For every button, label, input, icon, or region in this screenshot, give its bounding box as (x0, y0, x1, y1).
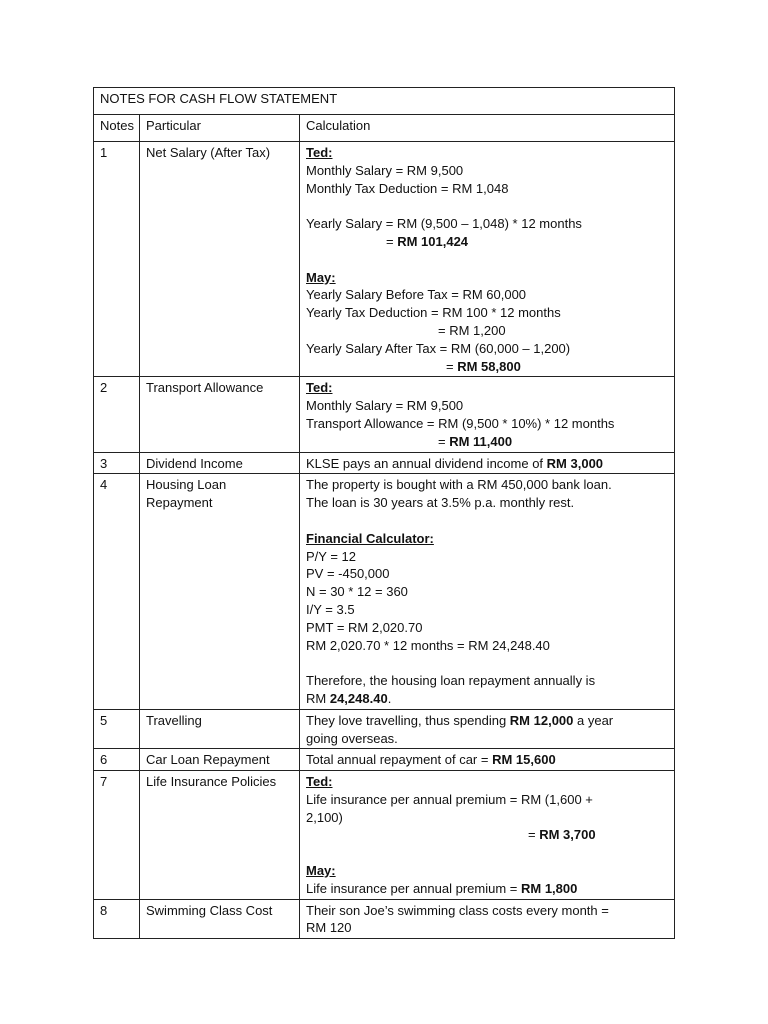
particular: Swimming Class Cost (140, 899, 300, 939)
period: . (387, 690, 392, 706)
calc-line: Their son Joe’s swimming class costs every month = (306, 902, 609, 918)
calc-result (306, 433, 669, 451)
calc-line: Monthly Salary = RM 9,500 (306, 162, 464, 178)
calculation (300, 142, 675, 377)
calc-line (306, 751, 669, 769)
cash-flow-notes-table (93, 87, 675, 939)
calc-line (306, 455, 669, 473)
calc-text: Total annual repayment of car = (306, 752, 493, 768)
calculation (300, 709, 675, 749)
blank-line (306, 654, 669, 672)
equals: = (446, 358, 458, 374)
calc-line: RM 2,020.70 * 12 months = RM 24,248.40 (306, 637, 550, 653)
table-row (94, 377, 675, 452)
calculation (300, 452, 675, 474)
person-label: Ted: (306, 145, 333, 160)
calc-text: KLSE pays an annual dividend income of (306, 455, 547, 471)
calc-line: Transport Allowance = RM (9,500 * 10%) * 12 months (306, 415, 615, 431)
calc-line: Yearly Salary Before Tax = RM 60,000 (306, 287, 527, 303)
calc-line: 2,100) (306, 809, 343, 825)
note-number: 2 (94, 377, 140, 452)
table-row (94, 474, 675, 709)
blank-line (306, 197, 669, 215)
note-number: 1 (94, 142, 140, 377)
calc-line (306, 880, 669, 898)
result-amount: RM 15,600 (492, 752, 556, 768)
calc-line: The loan is 30 years at 3.5% p.a. monthly rest. (306, 495, 575, 511)
calc-result (306, 690, 669, 708)
note-number: 5 (94, 709, 140, 749)
calculation (300, 899, 675, 939)
calc-text: a year (573, 712, 614, 728)
calc-line: = RM 1,200 (438, 322, 506, 338)
particular: Housing Loan Repayment (140, 474, 300, 709)
blank-line (306, 844, 669, 862)
note-number: 3 (94, 452, 140, 474)
blank-line (306, 512, 669, 530)
table-row (94, 452, 675, 474)
result-amount: RM 11,400 (449, 433, 513, 449)
equals: = (438, 433, 450, 449)
calc-line: Therefore, the housing loan repayment annually is (306, 673, 596, 689)
result-amount: RM 101,424 (397, 233, 469, 249)
result-amount: RM 3,700 (539, 827, 596, 843)
calc-result (306, 826, 669, 844)
result-amount: 24,248.40 (329, 690, 388, 706)
particular: Car Loan Repayment (140, 749, 300, 771)
person-label: Ted: (306, 380, 333, 396)
calc-line: P/Y = 12 (306, 548, 356, 564)
calc-line: Yearly Salary After Tax = RM (60,000 – 1,200) (306, 340, 571, 356)
calc-text: They love travelling, thus spending (306, 712, 510, 728)
result-amount: RM 12,000 (509, 712, 574, 728)
currency: RM (306, 690, 330, 706)
table-title-row (94, 88, 675, 115)
calc-line: Yearly Salary = RM (9,500 – 1,048) * 12 months (306, 216, 582, 232)
calculation (300, 377, 675, 452)
calc-line: RM 120 (306, 920, 352, 936)
result-amount: RM 3,000 (546, 455, 604, 471)
header-notes: Notes (94, 115, 140, 142)
equals: = (386, 233, 398, 249)
calc-line (306, 712, 669, 730)
result-amount: RM 1,800 (520, 880, 578, 896)
person-label: Ted: (306, 774, 333, 790)
blank-line (306, 251, 669, 269)
calc-line: Life insurance per annual premium = RM (1,600 + (306, 791, 593, 807)
header-calculation: Calculation (300, 115, 675, 142)
calc-line: N = 30 * 12 = 360 (306, 584, 408, 600)
table-row (94, 142, 675, 377)
table-title: NOTES FOR CASH FLOW STATEMENT (94, 88, 675, 115)
particular: Life Insurance Policies (140, 771, 300, 900)
particular: Transport Allowance (140, 377, 300, 452)
table-row (94, 749, 675, 771)
calc-line: Monthly Salary = RM 9,500 (306, 398, 464, 414)
table-row (94, 709, 675, 749)
equals: = (528, 827, 540, 843)
calc-line: Yearly Tax Deduction = RM 100 * 12 months (306, 305, 561, 321)
calculator-label: Financial Calculator: (306, 530, 434, 546)
note-number: 6 (94, 749, 140, 771)
calc-line: PV = -450,000 (306, 566, 390, 582)
header-particular: Particular (140, 115, 300, 142)
table-row (94, 899, 675, 939)
table-header-row (94, 115, 675, 142)
result-amount: RM 58,800 (457, 358, 521, 374)
calc-line: Monthly Tax Deduction = RM 1,048 (306, 180, 509, 196)
particular: Travelling (140, 709, 300, 749)
table-row (94, 771, 675, 900)
note-number: 7 (94, 771, 140, 900)
person-label: May: (306, 269, 336, 285)
note-number: 8 (94, 899, 140, 939)
calculation (300, 749, 675, 771)
calculation (300, 771, 675, 900)
calc-line: going overseas. (306, 730, 398, 746)
calc-line: The property is bought with a RM 450,000 bank loan. (306, 477, 612, 493)
person-label: May: (306, 863, 336, 879)
calc-text: Life insurance per annual premium = (306, 880, 521, 896)
calc-result (306, 358, 669, 376)
calc-line: PMT = RM 2,020.70 (306, 619, 423, 635)
particular: Net Salary (After Tax) (140, 142, 300, 377)
calc-line: I/Y = 3.5 (306, 601, 355, 617)
calc-result (306, 233, 669, 251)
note-number: 4 (94, 474, 140, 709)
particular: Dividend Income (140, 452, 300, 474)
calculation (300, 474, 675, 709)
